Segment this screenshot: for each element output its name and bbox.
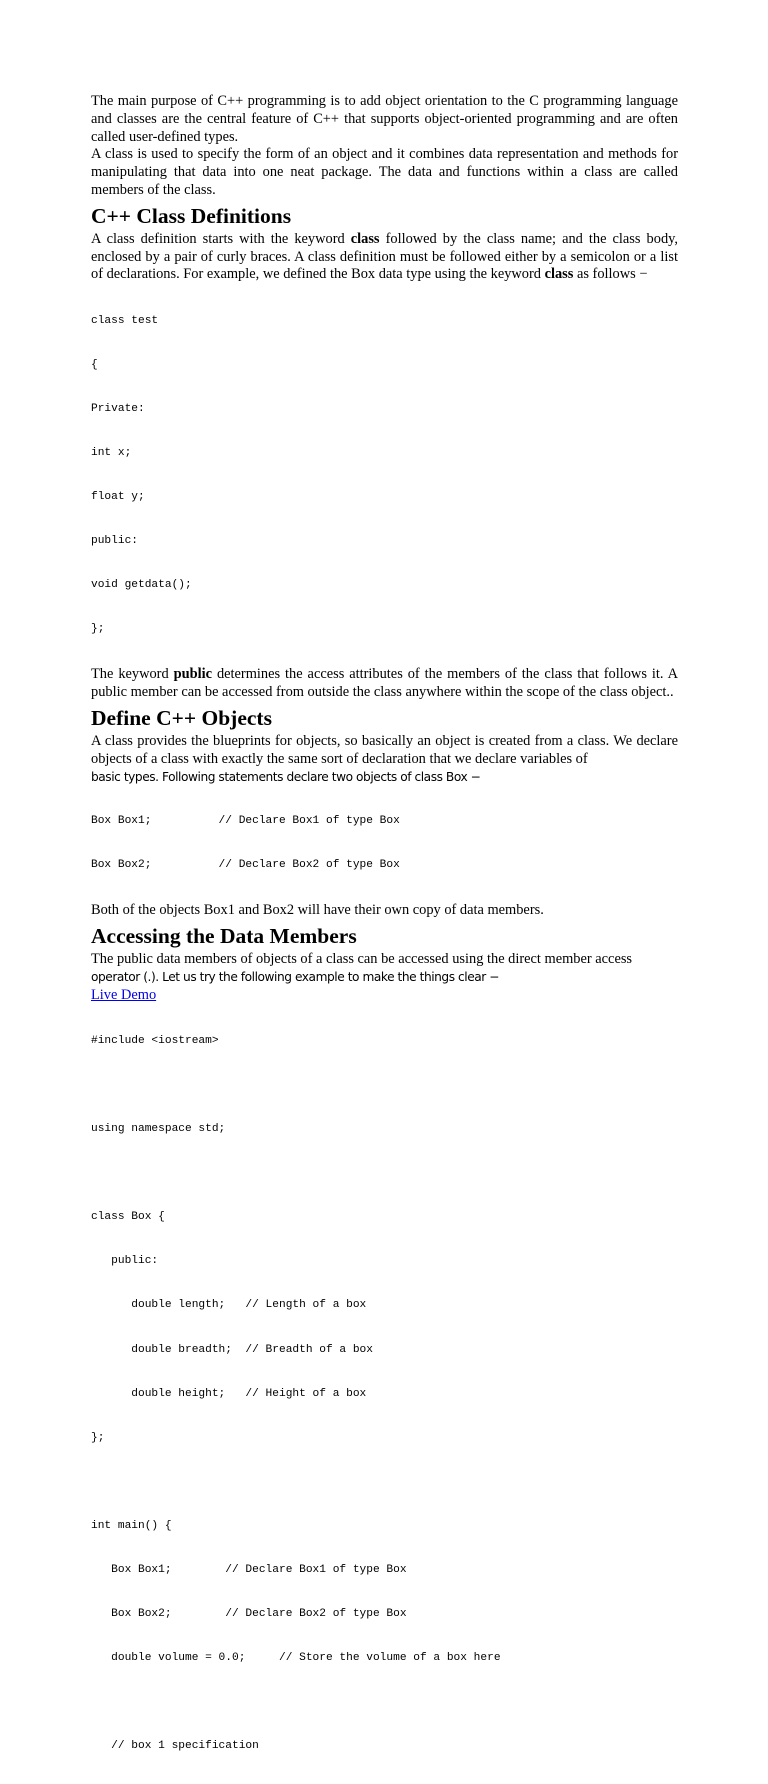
code-line: double height; // Height of a box: [91, 1387, 367, 1400]
code-block-class-test: [91, 284, 678, 666]
code-line: int x;: [91, 446, 132, 459]
code-line: };: [91, 623, 105, 636]
code-line: void getdata();: [91, 579, 192, 592]
public-keyword-paragraph: [91, 666, 678, 702]
code-line: using namespace std;: [91, 1123, 226, 1136]
code-line: };: [91, 1431, 105, 1444]
code-line: [91, 1695, 678, 1710]
code-line: double volume = 0.0; // Store the volume of a box here: [91, 1652, 501, 1665]
code-line: Box Box1; // Declare Box1 of type Box: [91, 1564, 407, 1577]
live-demo-link[interactable]: Live Demo: [91, 986, 157, 1003]
code-line: #include <iostream>: [91, 1034, 219, 1047]
code-line: [91, 1078, 678, 1093]
code-line: // box 1 specification: [91, 1740, 259, 1753]
code-block-box-example: [91, 1005, 678, 1784]
class-definition-paragraph: [91, 231, 678, 284]
intro-paragraph-2: A class is used to specify the form of an object and it combines data representation and methods for manipulating that data into one neat package. The data and functions within a class are called members of the class.: [91, 146, 678, 198]
text-run: The keyword: [91, 666, 174, 683]
code-line: class test: [91, 314, 159, 327]
section-heading-define-objects: Define C++ Objects: [91, 705, 272, 730]
code-line: float y;: [91, 490, 145, 503]
code-line: [91, 1475, 678, 1490]
code-line: [91, 1166, 678, 1181]
objects-paragraph-tail: basic types. Following statements declare two objects of class Box −: [91, 769, 481, 784]
text-run: determines the access attributes of the members of the class that follows it. A public member can be accessed from outside the class anywhere within the scope of the class object..: [91, 666, 678, 701]
accessing-paragraph-tail: operator (.). Let us try the following example to make the things clear −: [91, 969, 500, 984]
keyword-class: class: [350, 230, 380, 247]
keyword-public: public: [173, 666, 213, 683]
code-line: double length; // Length of a box: [91, 1299, 367, 1312]
code-line: int main() {: [91, 1519, 172, 1532]
code-block-declare-boxes: [91, 785, 678, 903]
text-run: followed by the class name; and the class body, enclosed by a pair of curly braces. A class definition must be followed either by a semicolon or a list of declarations. For example, we defined the Box data type using the keyword: [91, 230, 678, 283]
section-heading-class-definitions: C++ Class Definitions: [91, 203, 292, 228]
code-line: Box Box1; // Declare Box1 of type Box: [91, 814, 400, 827]
objects-paragraph: A class provides the blueprints for objects, so basically an object is created from a class. We declare objects of a class with exactly the same sort of declaration that we declare variables of: [91, 732, 678, 767]
code-line: Box Box2; // Declare Box2 of type Box: [91, 1608, 407, 1621]
code-line: class Box {: [91, 1211, 165, 1224]
code-line: Box Box2; // Declare Box2 of type Box: [91, 859, 400, 872]
code-line: public:: [91, 535, 138, 548]
accessing-paragraph: The public data members of objects of a class can be accessed using the direct member access: [91, 950, 633, 967]
document-page: [91, 93, 678, 1784]
code-line: {: [91, 358, 98, 371]
section-heading-accessing-members: Accessing the Data Members: [91, 923, 357, 948]
code-line: public:: [91, 1255, 159, 1268]
keyword-class: class: [544, 266, 574, 283]
code-line: double breadth; // Breadth of a box: [91, 1343, 373, 1356]
intro-paragraph-1: The main purpose of C++ programming is to add object orientation to the C programming language and classes are the central feature of C++ that supports object-oriented programming and are often called user-defined types.: [91, 93, 678, 145]
text-run: A class definition starts with the keyword: [91, 230, 351, 247]
text-run: as follows −: [573, 266, 648, 283]
copy-of-members-paragraph: Both of the objects Box1 and Box2 will have their own copy of data members.: [91, 902, 544, 919]
code-line: Private:: [91, 402, 145, 415]
